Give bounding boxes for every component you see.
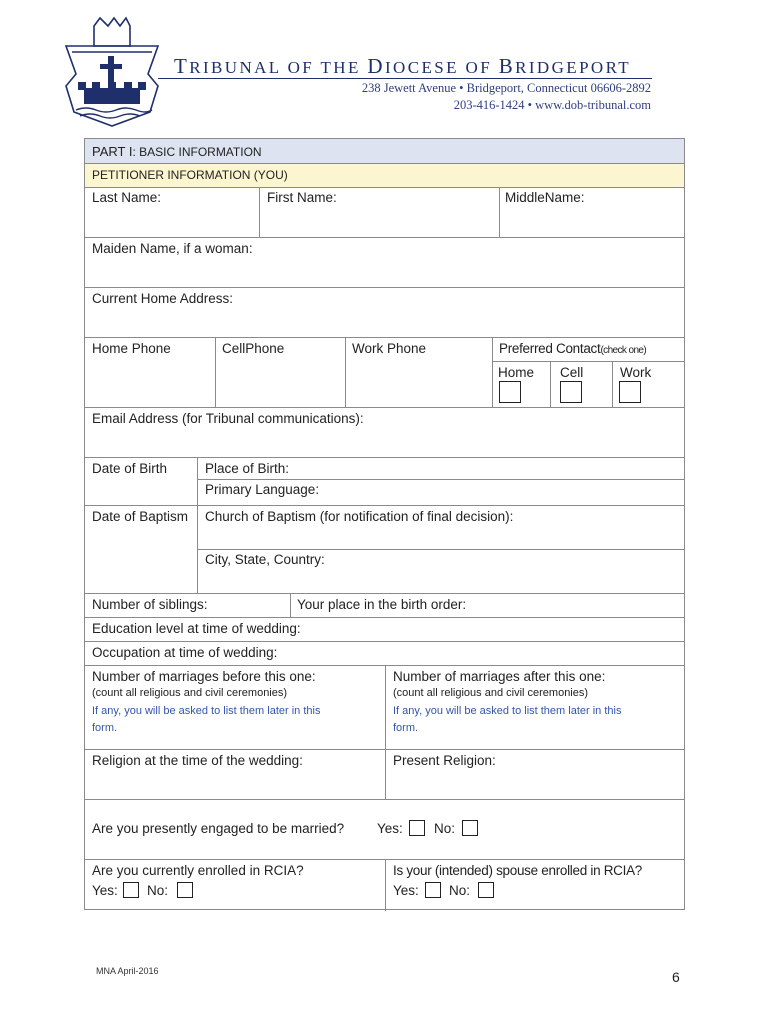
siblings-label: Number of siblings: [92, 597, 208, 612]
work-phone-label: Work Phone [352, 341, 427, 356]
header-rule [158, 78, 652, 79]
part-title: : BASIC INFORMATION [132, 145, 262, 159]
marriages-after-list-note-1: If any, you will be asked to list them later in this [393, 705, 622, 717]
title-cap-t: T [174, 54, 190, 78]
contact-cell-checkbox[interactable] [560, 381, 582, 403]
city-state-country-label: City, State, Country: [205, 552, 325, 567]
engaged-no-label: No: [434, 821, 456, 836]
marriages-before-list-note-2: form. [92, 722, 118, 734]
title-cap-b: B [498, 54, 516, 78]
engaged-no-checkbox[interactable] [462, 820, 478, 836]
rcia-spouse-yes-label: Yes: [393, 883, 419, 898]
marriages-before-count-note: (count all religious and civil ceremonies) [92, 687, 288, 699]
title-cap-d: D [367, 54, 385, 78]
engaged-yes-label: Yes: [377, 821, 403, 836]
last-name-label: Last Name: [92, 190, 162, 205]
religion-at-wedding-label: Religion at the time of the wedding: [92, 753, 303, 768]
marriages-before-list-note-1: If any, you will be asked to list them later in this [92, 705, 321, 717]
marriages-after-label: Number of marriages after this one: [393, 669, 606, 684]
home-phone-label: Home Phone [92, 341, 171, 356]
preferred-contact-label [499, 341, 646, 356]
place-of-birth-label: Place of Birth: [205, 461, 290, 476]
marriages-before-label: Number of marriages before this one: [92, 669, 316, 684]
tribunal-title [174, 54, 631, 79]
contact-option-home-label: Home [498, 365, 535, 380]
engaged-yes-checkbox[interactable] [409, 820, 425, 836]
primary-language-label: Primary Language: [205, 482, 320, 497]
title-part-3: RIDGEPORT [515, 58, 632, 77]
page-number: 6 [672, 969, 680, 985]
birth-order-label: Your place in the birth order: [297, 597, 467, 612]
title-part-2: IOCESE OF [384, 58, 499, 77]
first-name-label: First Name: [267, 190, 337, 205]
date-of-birth-label: Date of Birth [92, 461, 168, 476]
email-label: Email Address (for Tribunal communications): [92, 411, 364, 426]
contact-home-checkbox[interactable] [499, 381, 521, 403]
check-one-note: (check one) [600, 345, 647, 356]
contact-work-checkbox[interactable] [619, 381, 641, 403]
maiden-name-label: Maiden Name, if a woman: [92, 241, 253, 256]
home-address-label: Current Home Address: [92, 291, 234, 306]
rcia-spouse-no-checkbox[interactable] [478, 882, 494, 898]
address-line-1: 238 Jewett Avenue • Bridgeport, Connecticut 06606-2892 [361, 81, 651, 95]
rcia-you-no-label: No: [147, 883, 169, 898]
subsection-header [85, 163, 684, 187]
contact-option-work-label: Work [620, 365, 652, 380]
rcia-spouse-no-label: No: [449, 883, 471, 898]
rcia-spouse-question: Is your (intended) spouse enrolled in RCIA? [393, 863, 642, 878]
preferred-contact-text: Preferred Contact [499, 341, 601, 356]
basic-information-form [84, 138, 685, 910]
date-of-baptism-label: Date of Baptism [92, 509, 189, 524]
part-header [85, 139, 684, 163]
engaged-question: Are you presently engaged to be married? [92, 821, 345, 836]
diocese-crest-logo [64, 16, 160, 128]
rcia-you-yes-label: Yes: [92, 883, 118, 898]
education-label: Education level at time of wedding: [92, 621, 301, 636]
rcia-spouse-yes-checkbox[interactable] [425, 882, 441, 898]
present-religion-label: Present Religion: [393, 753, 496, 768]
marriages-after-list-note-2: form. [393, 722, 419, 734]
cell-phone-label: CellPhone [222, 341, 285, 356]
marriages-after-count-note: (count all religious and civil ceremonies) [393, 687, 589, 699]
address-line-2: 203-416-1424 • www.dob-tribunal.com [453, 98, 651, 112]
contact-option-cell-label: Cell [560, 365, 584, 380]
form-revision-code: MNA April-2016 [96, 966, 159, 976]
rcia-you-no-checkbox[interactable] [177, 882, 193, 898]
title-part-1: RIBUNAL OF THE [189, 58, 368, 77]
middle-name-label: MiddleName: [505, 190, 585, 205]
rcia-you-question: Are you currently enrolled in RCIA? [92, 863, 304, 878]
part-label: PART I [92, 144, 133, 159]
rcia-you-yes-checkbox[interactable] [123, 882, 139, 898]
subsection-title: PETITIONER INFORMATION (YOU) [92, 168, 288, 182]
occupation-label: Occupation at time of wedding: [92, 645, 278, 660]
header-address [362, 80, 651, 114]
church-of-baptism-label: Church of Baptism (for notification of final decision): [205, 509, 514, 524]
